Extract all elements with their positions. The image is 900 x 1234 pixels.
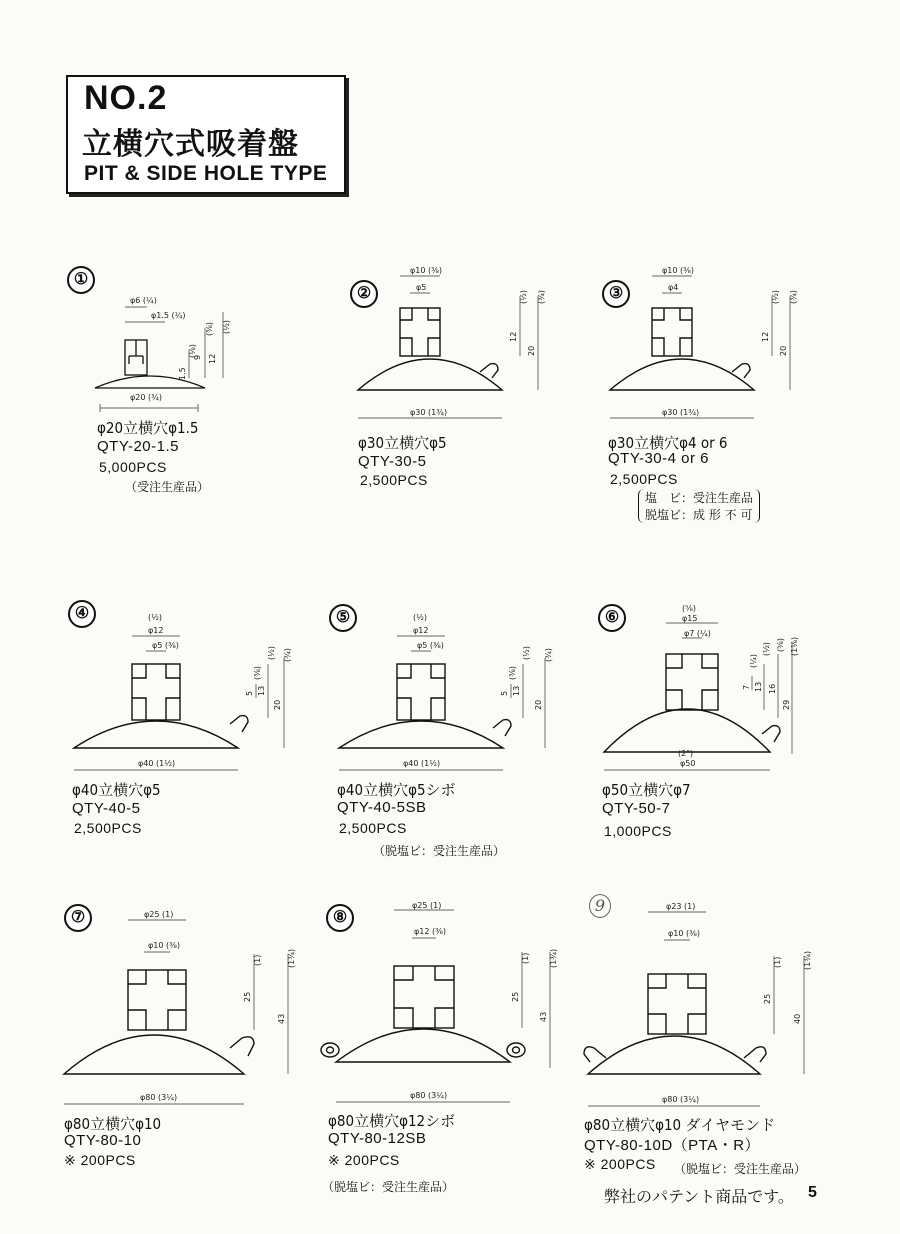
dim-inch-tiny: (¼) [749, 654, 758, 668]
dim-inch-total: (1¾) [803, 950, 812, 970]
product-drawing [325, 598, 575, 778]
dim-top: φ25 (1) [144, 910, 174, 919]
dim-height-mid: 16 [768, 683, 777, 694]
product-quantity: 1,000PCS [604, 823, 672, 839]
dim-height-small: 5 [245, 690, 254, 696]
product-model: QTY-50-7 [602, 800, 671, 817]
dim-inch-small: (⅜) [253, 666, 262, 680]
product-quantity: ※ 200PCS [584, 1156, 656, 1172]
product-drawing [318, 898, 578, 1113]
dim-hole: φ5 (⅜) [152, 641, 179, 650]
dim-base: φ30 (1¾) [410, 408, 448, 417]
dim-inch-mid: (1) [521, 952, 530, 964]
dim-inch-total: (½) [222, 320, 231, 334]
product-name: φ80立横穴φ10 [64, 1115, 162, 1133]
dim-inch-mid: (1) [253, 954, 262, 966]
dim-base: φ80 (3¼) [410, 1091, 448, 1100]
dim-inch-mid: (⅝) [776, 638, 785, 652]
dim-base: φ80 (3¼) [140, 1093, 178, 1102]
dim-inch-mid: (½) [267, 646, 276, 660]
note-line-pvc: 塩 ビ：受注生産品 [645, 491, 754, 505]
patent-footer-note: 弊社のパテント商品です。 [604, 1187, 794, 1206]
product-quantity: 5,000PCS [99, 459, 167, 475]
product-drawing [340, 260, 580, 420]
catalog-number: NO.2 [84, 79, 168, 117]
product-drawing [592, 260, 832, 420]
product-name: φ50立横穴φ7 [602, 781, 691, 799]
dim-hole: φ12 (⅜) [414, 927, 446, 936]
dim-height-small: 13 [754, 681, 763, 692]
dim-height-total: 43 [539, 1011, 548, 1022]
dim-inch-small: (⅜) [508, 666, 517, 680]
dim-base: φ50 [680, 759, 696, 768]
item-number-badge: ① [67, 266, 95, 294]
product-quantity: ※ 200PCS [328, 1152, 400, 1168]
dim-top-inch: (½) [413, 613, 427, 622]
product-model: QTY-30-4 or 6 [608, 450, 709, 467]
dim-hole: φ5 (⅜) [417, 641, 444, 650]
dim-height-total: 12 [208, 353, 217, 364]
dim-height-mid: 12 [509, 331, 518, 342]
dim-height-mid: 25 [763, 993, 772, 1004]
dim-height-total: 29 [782, 699, 791, 710]
product-name: φ40立横穴φ5 [72, 781, 161, 799]
item-number-badge: ⑤ [329, 604, 357, 632]
product-name: φ40立横穴φ5シボ [337, 781, 456, 799]
note-line-non-pvc: 脱塩ビ：成 形 不 可 [645, 508, 753, 522]
product-name: φ20立横穴φ1.5 [97, 419, 199, 437]
product-note: （受注生産品） [125, 480, 210, 494]
dim-height-total: 43 [277, 1013, 286, 1024]
dim-top: φ12 [413, 626, 429, 635]
product-model: QTY-80-12SB [328, 1130, 427, 1147]
product-name: φ80立横穴φ10 ダイヤモンド [584, 1116, 776, 1134]
dim-height-mid: 9 [193, 354, 202, 360]
dim-height-total: 20 [527, 345, 536, 356]
dim-top: φ23 (1) [666, 902, 696, 911]
product-model: QTY-40-5 [72, 800, 141, 817]
product-quantity: ※ 200PCS [64, 1152, 136, 1168]
product-model: QTY-80-10D（PTA・R） [584, 1137, 761, 1154]
product-drawing [578, 898, 838, 1113]
item-number-badge: ⑧ [326, 904, 354, 932]
dim-hole: φ1.5 (¼) [151, 311, 186, 320]
page-number: 5 [808, 1184, 817, 1201]
dim-inch-small: (½) [762, 642, 771, 656]
dim-hole: φ5 [416, 283, 427, 292]
dim-top: φ10 (⅜) [410, 266, 442, 275]
dim-top-inch: (½) [148, 613, 162, 622]
dim-height-mid: 25 [511, 991, 520, 1002]
dim-height-mid: 13 [512, 685, 521, 696]
dim-inch-mid: (⅜) [205, 322, 214, 336]
product-model: QTY-30-5 [358, 453, 427, 470]
dim-inch-total: (1¾) [287, 948, 296, 968]
handwritten-mark-text: 9 [589, 894, 611, 918]
product-model: QTY-80-10 [64, 1132, 142, 1149]
dim-top: φ6 (¼) [130, 296, 157, 305]
dim-height-total: 40 [793, 1013, 802, 1024]
dim-base: φ40 (1½) [403, 759, 441, 768]
product-model: QTY-40-5SB [337, 799, 427, 816]
dim-height-tiny: 7 [742, 684, 751, 690]
product-name: φ30立横穴φ5 [358, 434, 447, 452]
dim-inch-mid: (½) [522, 646, 531, 660]
dim-base: φ30 (1¾) [662, 408, 700, 417]
product-note-box [638, 489, 760, 523]
dim-inch-total: (¾) [537, 290, 546, 304]
product-note: （脱塩ビ：受注生産品） [373, 844, 506, 858]
dim-inch-side: (⅛) [188, 344, 197, 358]
dim-height-mid: 12 [761, 331, 770, 342]
dim-height-total: 20 [273, 699, 282, 710]
dim-top: φ10 (⅜) [662, 266, 694, 275]
dim-top: φ15 [682, 614, 698, 623]
item-number-badge: ④ [68, 600, 96, 628]
dim-height-mid: 25 [243, 991, 252, 1002]
dim-inch-total: (1⅛) [790, 636, 799, 656]
product-quantity: 2,500PCS [74, 820, 142, 836]
dim-base: φ20 (¾) [130, 393, 162, 402]
product-drawing [58, 898, 318, 1113]
dim-hole: φ10 (⅜) [148, 941, 180, 950]
dim-inch-mid: (½) [519, 290, 528, 304]
product-model: QTY-20-1.5 [97, 438, 179, 455]
dim-height-side: 1.5 [178, 367, 187, 380]
product-drawing [55, 260, 305, 420]
dim-height-total: 20 [534, 699, 543, 710]
dim-inch-total: (¾) [283, 648, 292, 662]
dim-top: φ25 (1) [412, 901, 442, 910]
dim-hole: φ10 (⅜) [668, 929, 700, 938]
product-quantity: 2,500PCS [610, 471, 678, 487]
dim-inch-mid: (½) [771, 290, 780, 304]
dim-top-inch: (⅝) [682, 604, 696, 613]
dim-height-mid: 13 [257, 685, 266, 696]
product-name: φ30立横穴φ4 or 6 [608, 434, 728, 452]
product-note: （脱塩ビ：受注生産品） [322, 1180, 455, 1194]
product-note: （脱塩ビ：受注生産品） [674, 1162, 807, 1176]
item-number-badge: ⑦ [64, 904, 92, 932]
dim-top: φ12 [148, 626, 164, 635]
dim-base: φ80 (3¼) [662, 1095, 700, 1104]
dim-height-total: 20 [779, 345, 788, 356]
item-number-badge: ⑥ [598, 604, 626, 632]
item-number-badge: ② [350, 280, 378, 308]
page-title-en: PIT & SIDE HOLE TYPE [84, 162, 328, 185]
dim-inch-total: (1¾) [549, 948, 558, 968]
dim-height-small: 5 [500, 690, 509, 696]
page-title-jp: 立横穴式吸着盤 [82, 127, 299, 162]
dim-hole: φ4 [668, 283, 679, 292]
product-quantity: 2,500PCS [360, 472, 428, 488]
dim-inch-mid: (1) [773, 956, 782, 968]
product-name: φ80立横穴φ12シボ [328, 1112, 456, 1130]
dim-inch-total: (¾) [544, 648, 553, 662]
item-number-badge: ③ [602, 280, 630, 308]
product-drawing [592, 598, 832, 778]
title-box [66, 75, 346, 194]
product-quantity: 2,500PCS [339, 820, 407, 836]
dim-inch-total: (¾) [789, 290, 798, 304]
dim-base-inch: (2") [678, 749, 694, 758]
dim-base: φ40 (1½) [138, 759, 176, 768]
dim-hole: φ7 (¼) [684, 629, 711, 638]
product-drawing [60, 598, 310, 778]
